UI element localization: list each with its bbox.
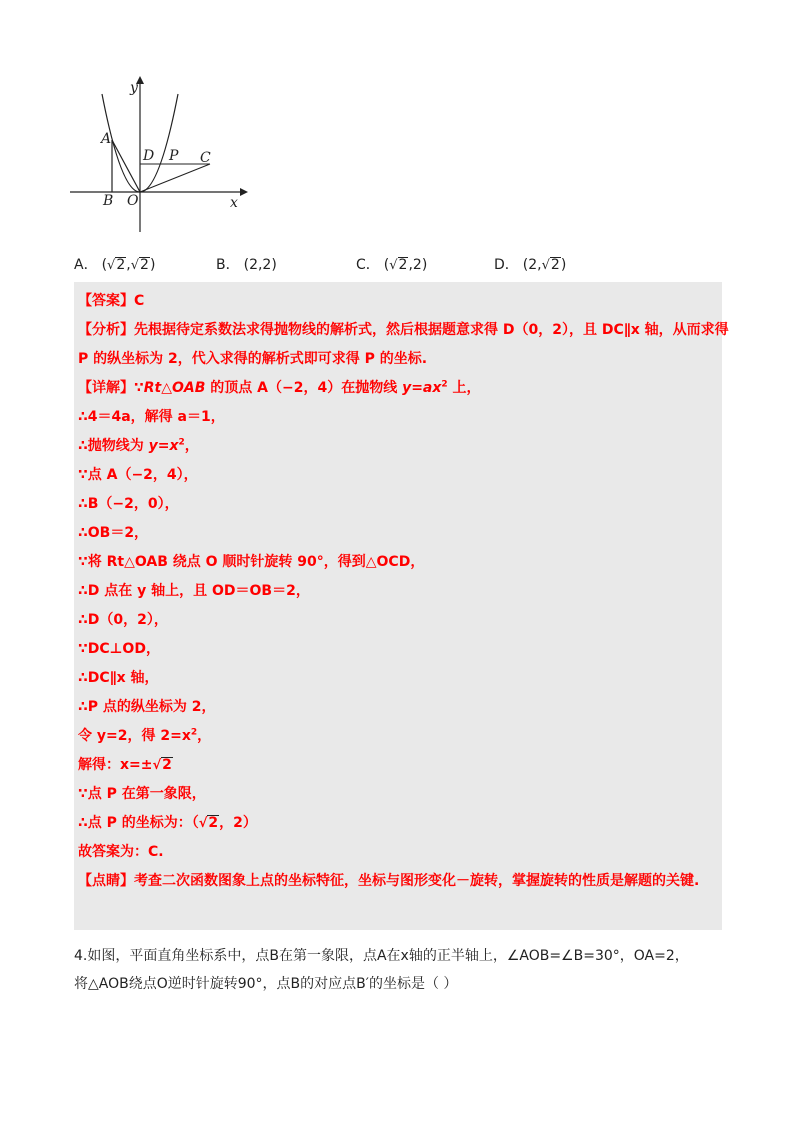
- detail-line-17: 故答案为：C.: [78, 844, 164, 860]
- label-o: O: [127, 193, 139, 209]
- label-c: C: [200, 150, 211, 166]
- label-d: D: [143, 148, 155, 164]
- solution-box: [74, 282, 729, 930]
- detail-line-10: ∵DC⊥OD，: [78, 641, 160, 657]
- detail-line-9: ∴D（0，2），: [78, 612, 168, 628]
- label-y: y: [130, 80, 138, 96]
- analysis-line-1: 【分析】先根据待定系数法求得抛物线的解析式，然后根据题意求得 D（0，2），且 DC∥x 轴，从而求得: [78, 322, 729, 338]
- option-c: C． (√2,2): [356, 257, 428, 273]
- x-axis-arrow: [240, 188, 248, 196]
- detail-line-4: ∵点 A（−2，4），: [78, 467, 198, 483]
- detail-line-15: ∵点 P 在第一象限，: [78, 786, 206, 802]
- detail-line-1: 【详解】∵Rt△OAB 的顶点 A（−2，4）在抛物线 $y=ax^2$ 上，: [78, 379, 481, 396]
- label-p: P: [169, 148, 179, 164]
- detail-line-11: ∴DC∥x 轴，: [78, 670, 159, 686]
- detail-line-8: ∴D 点在 y 轴上，且 OD＝OB＝2，: [78, 583, 310, 599]
- detail-line-3: ∴抛物线为 $y=x^2$，: [78, 437, 199, 454]
- answer-line: 【答案】C: [78, 293, 145, 309]
- label-x: x: [230, 195, 238, 211]
- parabola-figure: [70, 72, 250, 242]
- question-4: [74, 942, 734, 998]
- analysis-line-2: P 的纵坐标为 2，代入求得的解析式即可求得 P 的坐标.: [78, 351, 428, 367]
- answer-options: [74, 254, 694, 278]
- parabola-diagram: [70, 72, 250, 242]
- question-4-line-1: 4.如图，平面直角坐标系中，点B在第一象限，点A在x轴的正半轴上，∠AOB=∠B=30°，OA=2，: [74, 948, 689, 964]
- detail-line-16: ∴点 P 的坐标为：（√2，2）: [78, 815, 257, 831]
- detail-line-14: 解得：x=±√2: [78, 757, 172, 773]
- segment-oc: [140, 164, 210, 192]
- detail-line-12: ∴P 点的纵坐标为 2，: [78, 699, 216, 715]
- label-b: B: [103, 193, 114, 209]
- option-d: D． (2,√2): [494, 257, 567, 273]
- detail-line-7: ∵将 Rt△OAB 绕点 O 顺时针旋转 90°，得到△OCD，: [78, 554, 425, 570]
- label-a: A: [101, 131, 112, 147]
- option-a: A． (√2,√2): [74, 257, 156, 273]
- detail-line-6: ∴OB＝2，: [78, 525, 149, 541]
- comment-line: 【点睛】考查二次函数图象上点的坐标特征，坐标与图形变化－旋转，掌握旋转的性质是解题的关键.: [78, 873, 700, 889]
- option-b: B． (2,2): [216, 257, 277, 273]
- detail-line-13: 令 y=2，得 $2=x^2$，: [78, 727, 212, 744]
- detail-line-5: ∴B（−2，0），: [78, 496, 179, 512]
- question-4-line-2: 将△AOB绕点O逆时针旋转90°，点B的对应点B′的坐标是（ ）: [74, 976, 458, 992]
- detail-line-2: ∴4＝4a，解得 a＝1，: [78, 409, 225, 425]
- segment-ao: [112, 140, 140, 192]
